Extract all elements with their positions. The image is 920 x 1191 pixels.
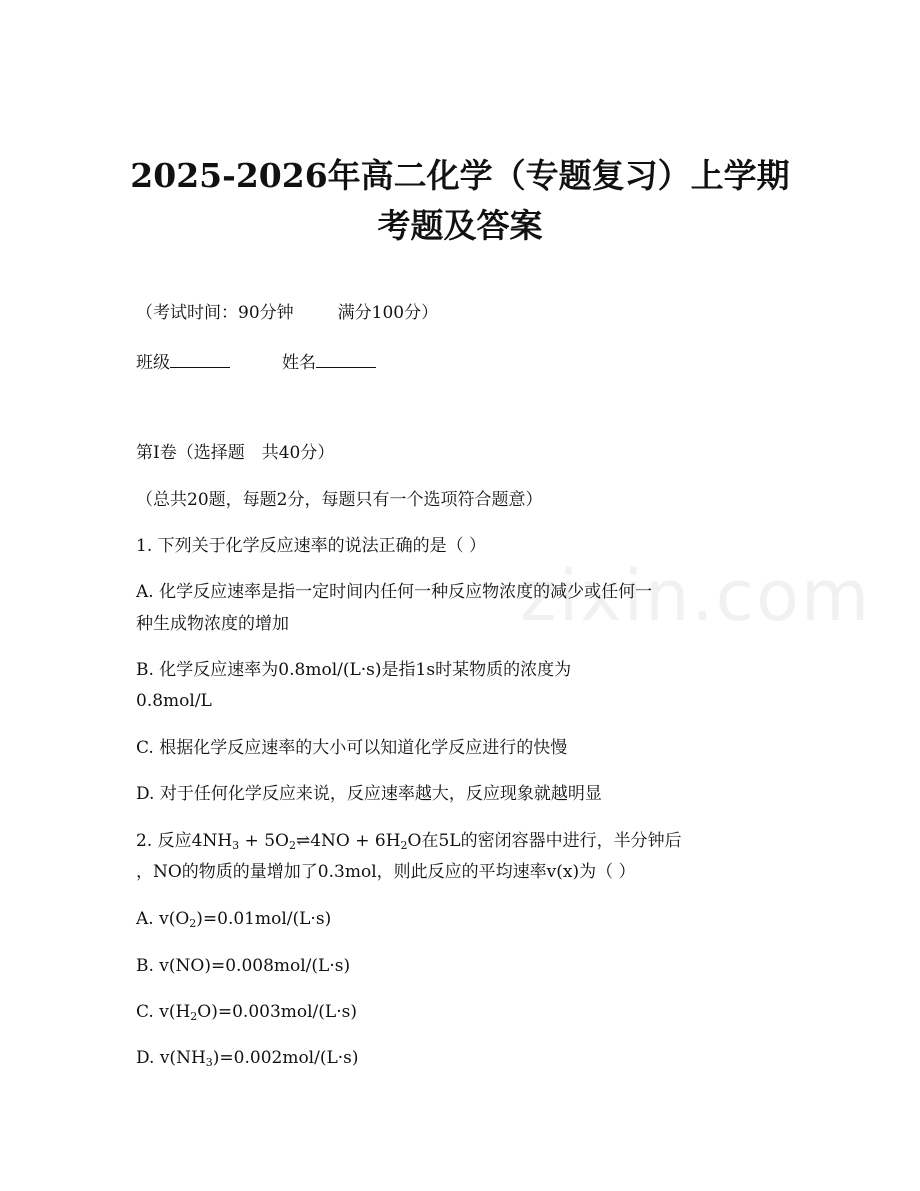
option-text: )=0.002mol/(L·s) [212, 1048, 359, 1068]
class-label: 班级 [136, 353, 170, 373]
option-subscript: 2 [190, 1010, 198, 1023]
question-1-option-b-line-2: 0.8mol/L [136, 691, 212, 711]
q2-stem-part: 2. 反应4NH [136, 831, 233, 851]
q2-stem-part: O在5L的密闭容器中进行，半分钟后 [407, 831, 682, 851]
question-1-option-a-line-1: A. 化学反应速率是指一定时间内任何一种反应物浓度的减少或任何一 [136, 582, 653, 602]
question-2-stem-line-1 [136, 830, 682, 852]
option-text: )=0.01mol/(L·s) [196, 909, 332, 929]
q2-stem-subscript: 2 [288, 839, 296, 852]
option-text: O)=0.003mol/(L·s) [197, 1002, 357, 1022]
option-subscript: 3 [205, 1056, 213, 1069]
exam-info [136, 302, 438, 324]
exam-time: （考试时间：90分钟 [136, 303, 294, 323]
q2-stem-subscript: 3 [232, 839, 240, 852]
option-subscript: 2 [189, 917, 197, 930]
question-2-option-b [136, 955, 350, 977]
option-text: B. v(NO)=0.008mol/(L·s) [136, 956, 351, 976]
title-line-2: 考题及答案 [377, 206, 543, 245]
q2-stem-subscript: 2 [400, 839, 408, 852]
name-label: 姓名 [282, 353, 316, 373]
class-blank [170, 351, 230, 368]
question-1-option-b-line-1: B. 化学反应速率为0.8mol/(L·s)是指1s时某物质的浓度为 [136, 660, 572, 680]
question-2-option-c [136, 1001, 357, 1023]
question-1-option-d: D. 对于任何化学反应来说，反应速率越大，反应现象就越明显 [136, 784, 602, 804]
full-score: 满分100分） [337, 303, 439, 323]
question-2-option-d [136, 1047, 359, 1069]
watermark: zixin.com [520, 555, 872, 637]
question-1-stem: 1. 下列关于化学反应速率的说法正确的是（ ） [136, 536, 487, 556]
title-line-1: 2025-2026年高二化学（专题复习）上学期 [130, 156, 790, 195]
student-info [136, 351, 376, 374]
question-2-option-a [136, 908, 331, 930]
name-blank [316, 351, 376, 368]
question-1-option-c: C. 根据化学反应速率的大小可以知道化学反应进行的快慢 [136, 738, 568, 758]
option-text: D. v(NH [136, 1048, 206, 1068]
section-note: （总共20题，每题2分，每题只有一个选项符合题意） [136, 490, 543, 510]
option-text: A. v(O [136, 909, 190, 929]
question-2-stem-line-2: ，NO的物质的量增加了0.3mol，则此反应的平均速率v(x)为（ ） [136, 862, 636, 882]
section-title: 第I卷（选择题 共40分） [136, 443, 335, 463]
option-text: C. v(H [136, 1002, 191, 1022]
q2-stem-part: ⇌4NO + 6H [295, 831, 401, 851]
q2-stem-part: + 5O [239, 831, 289, 851]
question-1-option-a-line-2: 种生成物浓度的增加 [136, 614, 289, 634]
